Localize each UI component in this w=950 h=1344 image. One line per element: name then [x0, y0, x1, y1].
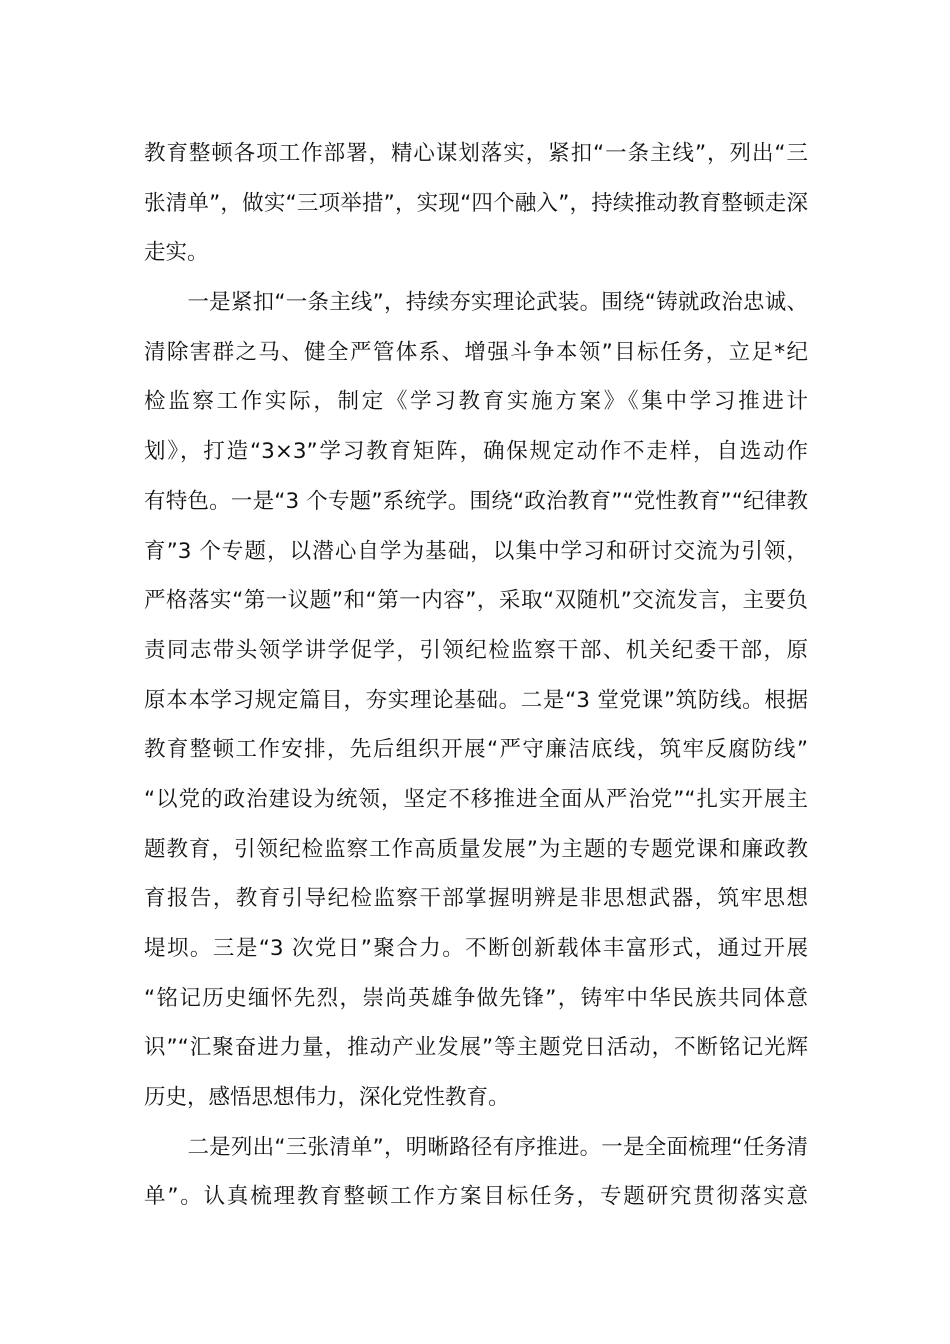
- text-line: 堤坝。三是“3 次党日”聚合力。不断创新载体丰富形式，通过开展: [144, 936, 808, 961]
- text-line: 原本本学习规定篇目，夯实理论基础。二是“3 堂党课”筑防线。根据: [144, 687, 808, 713]
- text-line: 育”3 个专题，以潜心自学为基础，以集中学习和研讨交流为引领，: [144, 538, 808, 564]
- text-line: 育报告，教育引导纪检监察干部掌握明辨是非思想武器，筑牢思想: [144, 886, 808, 912]
- text-line: “以党的政治建设为统领，坚定不移推进全面从严治党”“扎实开展主: [144, 786, 808, 812]
- text-line: 责同志带头领学讲学促学，引领纪检监察干部、机关纪委干部，原: [144, 637, 808, 663]
- text-line: 清除害群之马、健全严管体系、增强斗争本领”目标任务，立足*纪: [144, 339, 808, 365]
- text-line: 走实。: [144, 240, 209, 266]
- text-line: 历史，感悟思想伟力，深化党性教育。: [144, 1085, 510, 1111]
- text-line: 教育整顿各项工作部署，精心谋划落实，紧扣“一条主线”，列出“三: [144, 141, 808, 166]
- text-line: 一是紧扣“一条主线”，持续夯实理论武装。围绕“铸就政治忠诚、: [144, 290, 808, 316]
- text-line: 二是列出“三张清单”，明晰路径有序推进。一是全面梳理“任务清: [144, 1134, 808, 1160]
- text-line: 严格落实“第一议题”和“第一内容”，采取“双随机”交流发言，主要负: [144, 588, 808, 614]
- text-line: 题教育，引领纪检监察工作高质量发展”为主题的专题党课和廉政教: [144, 836, 808, 862]
- body-text: [144, 129, 808, 1222]
- text-line: 有特色。一是“3 个专题”系统学。围绕“政治教育”“党性教育”“纪律教: [144, 488, 808, 514]
- text-line: 教育整顿工作安排，先后组织开展“严守廉洁底线，筑牢反腐防线”: [144, 737, 808, 763]
- text-line: 划》，打造“3×3”学习教育矩阵，确保规定动作不走样，自选动作: [144, 439, 808, 465]
- text-line: 张清单”，做实“三项举措”，实现“四个融入”，持续推动教育整顿走深: [144, 190, 808, 216]
- text-line: 识”“汇聚奋进力量，推动产业发展”等主题党日活动，不断铭记光辉: [144, 1035, 808, 1061]
- text-line: 单”。认真梳理教育整顿工作方案目标任务，专题研究贯彻落实意: [144, 1184, 808, 1210]
- text-line: 检监察工作实际，制定《学习教育实施方案》《集中学习推进计: [144, 389, 808, 415]
- text-line: “铭记历史缅怀先烈，崇尚英雄争做先锋”，铸牢中华民族共同体意: [144, 985, 808, 1011]
